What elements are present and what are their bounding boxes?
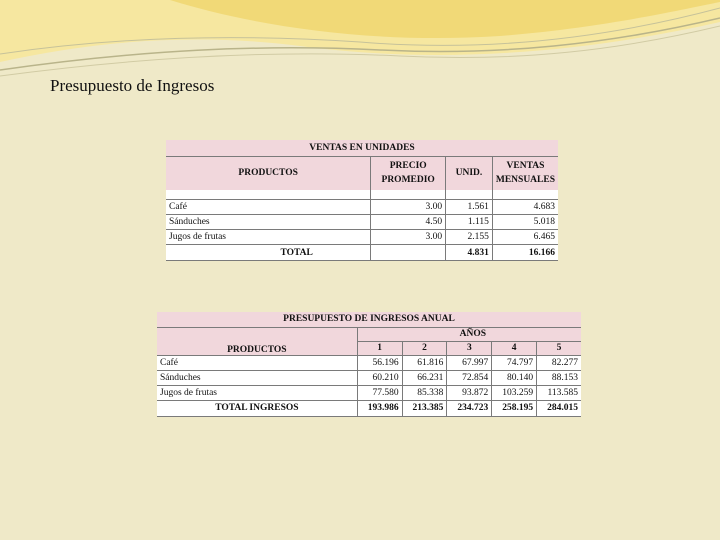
table-row	[157, 370, 581, 385]
year-value: 67.997	[447, 355, 492, 370]
year-header: 4	[492, 341, 537, 355]
units-cell: 1.115	[446, 215, 493, 230]
units-table-title: VENTAS EN UNIDADES	[166, 140, 558, 156]
price-cell: 4.50	[371, 215, 446, 230]
col-header-monthly: VENTAS MENSUALES	[492, 156, 558, 190]
total-year-value: 258.195	[492, 400, 537, 416]
total-units: 4.831	[446, 245, 493, 261]
total-label: TOTAL INGRESOS	[215, 403, 299, 413]
price-cell: 3.00	[371, 230, 446, 245]
year-value: 103.259	[492, 385, 537, 400]
table-row	[166, 215, 558, 230]
year-header: 1	[357, 341, 402, 355]
years-header: AÑOS	[357, 327, 581, 341]
total-monthly: 16.166	[492, 245, 558, 261]
year-value: 56.196	[357, 355, 402, 370]
col-header-units: UNID.	[446, 156, 493, 190]
year-value: 93.872	[447, 385, 492, 400]
year-header: 5	[537, 341, 581, 355]
year-value: 77.580	[357, 385, 402, 400]
units-cell: 2.155	[446, 230, 493, 245]
year-header: 2	[402, 341, 447, 355]
total-row	[157, 400, 581, 416]
annual-table-title: PRESUPUESTO DE INGRESOS ANUAL	[157, 312, 581, 327]
table-row	[166, 230, 558, 245]
table-row	[157, 385, 581, 400]
year-value: 61.816	[402, 355, 447, 370]
year-value: 82.277	[537, 355, 581, 370]
product-name: Café	[160, 357, 178, 368]
product-name: Café	[169, 202, 187, 212]
monthly-cell: 6.465	[492, 230, 558, 245]
year-value: 85.338	[402, 385, 447, 400]
year-header: 3	[447, 341, 492, 355]
product-name: Sánduches	[160, 372, 201, 383]
table-row	[157, 355, 581, 370]
total-year-value: 193.986	[357, 400, 402, 416]
table-row	[166, 200, 558, 215]
product-name: Jugos de frutas	[169, 232, 226, 242]
total-year-value: 284.015	[537, 400, 581, 416]
annual-revenue-table	[157, 312, 581, 417]
year-value: 113.585	[537, 385, 581, 400]
total-row	[166, 245, 558, 261]
year-value: 72.854	[447, 370, 492, 385]
total-label: TOTAL	[280, 247, 313, 258]
year-value: 74.797	[492, 355, 537, 370]
year-value: 60.210	[357, 370, 402, 385]
col-header-product: PRODUCTOS	[227, 344, 287, 355]
monthly-cell: 4.683	[492, 200, 558, 215]
col-header-price: PRECIO PROMEDIO	[371, 156, 446, 190]
total-year-value: 213.385	[402, 400, 447, 416]
product-name: Sánduches	[169, 217, 210, 227]
col-header-product: PRODUCTOS	[238, 168, 298, 179]
monthly-cell: 5.018	[492, 215, 558, 230]
product-name: Jugos de frutas	[160, 387, 217, 398]
units-sales-table	[166, 140, 558, 261]
year-value: 88.153	[537, 370, 581, 385]
total-year-value: 234.723	[447, 400, 492, 416]
units-cell: 1.561	[446, 200, 493, 215]
year-value: 66.231	[402, 370, 447, 385]
year-value: 80.140	[492, 370, 537, 385]
slide-title: Presupuesto de Ingresos	[50, 76, 215, 95]
price-cell: 3.00	[371, 200, 446, 215]
